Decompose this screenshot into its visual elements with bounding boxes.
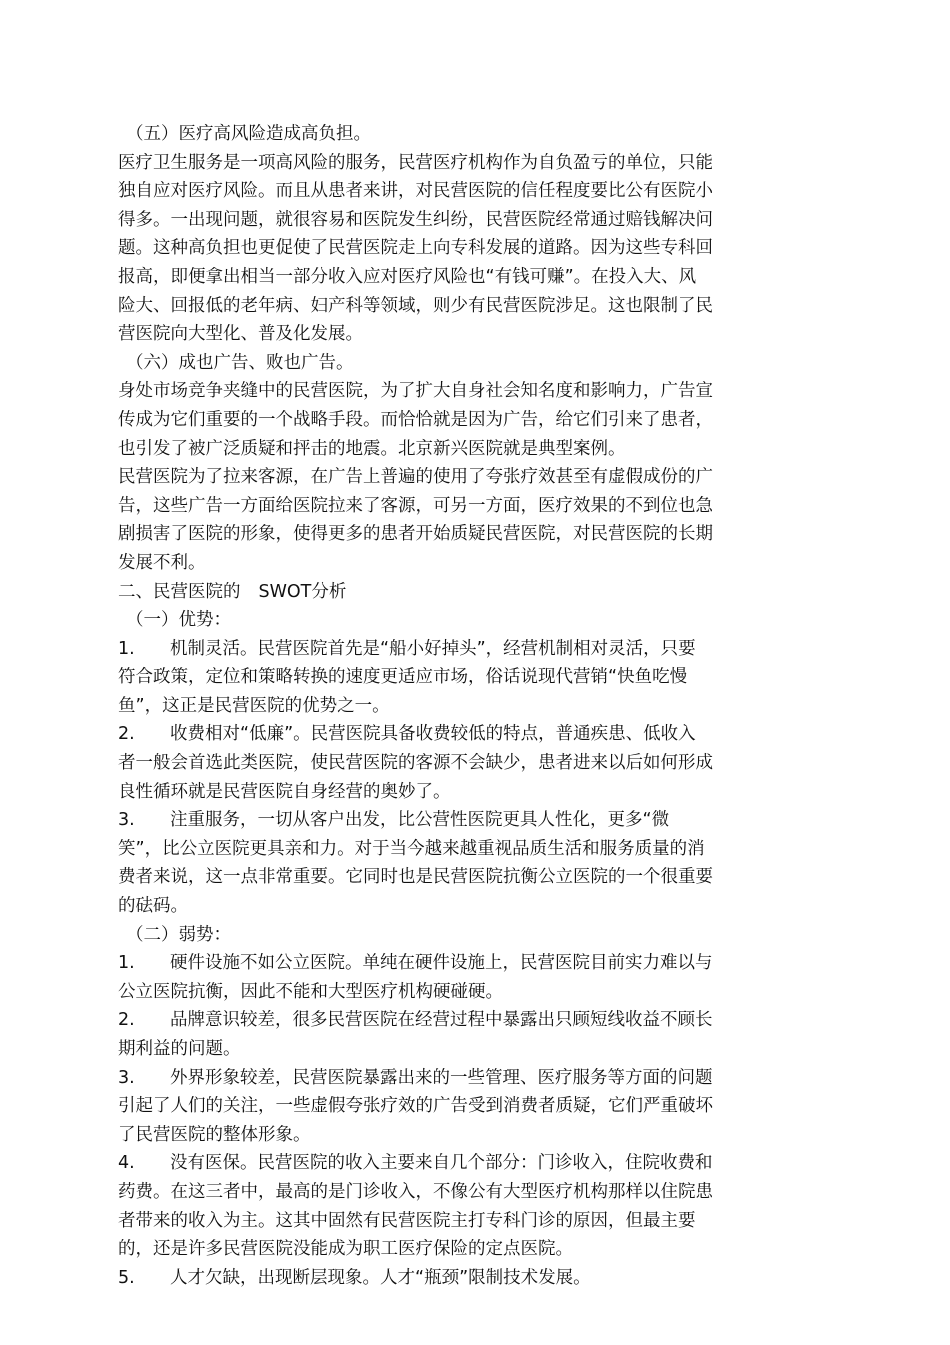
item-text: 人才欠缺，出现断层现象。人才“瓶颈”限制技术发展。 bbox=[170, 1267, 591, 1288]
numbered-item-line: 的，还是许多民营医院没能成为职工医疗保险的定点医院。 bbox=[118, 1239, 573, 1260]
numbered-item bbox=[118, 949, 768, 1006]
item-number: 1. bbox=[118, 953, 135, 974]
paragraph-line: 传成为它们重要的一个战略手段。而恰恰就是因为广告，给它们引来了患者， bbox=[118, 409, 713, 430]
paragraph bbox=[118, 463, 768, 577]
heading-suffix: 分析 bbox=[311, 581, 347, 602]
item-text: 没有医保。民营医院的收入主要来自几个部分：门诊收入，住院收费和 bbox=[170, 1153, 713, 1174]
numbered-item-line bbox=[118, 720, 768, 749]
item-text: 外界形象较差，民营医院暴露出来的一些管理、医疗服务等方面的问题 bbox=[170, 1067, 713, 1088]
paragraph-line: 营医院向大型化、普及化发展。 bbox=[118, 324, 363, 345]
section-subheading: （一）优势： bbox=[126, 610, 231, 631]
numbered-item-line: 费者来说，这一点非常重要。它同时也是民营医院抗衡公立医院的一个很重要 bbox=[118, 867, 713, 888]
numbered-item-line: 公立医院抗衡，因此不能和大型医疗机构硬碰硬。 bbox=[118, 981, 503, 1002]
paragraph bbox=[118, 377, 768, 463]
heading-prefix: 二、民营医院的 bbox=[118, 581, 241, 602]
item-number: 1. bbox=[118, 638, 135, 659]
item-text: 品牌意识较差，很多民营医院在经营过程中暴露出只顾短线收益不顾长 bbox=[170, 1010, 713, 1031]
numbered-item-line bbox=[118, 949, 768, 978]
paragraph-line: 题。这种高负担也更促使了民营医院走上向专科发展的道路。因为这些专科回 bbox=[118, 238, 713, 259]
section-subheading: （五）医疗高风险造成高负担。 bbox=[126, 124, 371, 144]
numbered-item-line bbox=[118, 1064, 768, 1093]
document-body bbox=[118, 120, 768, 1292]
numbered-item-line: 良性循环就是民营医院自身经营的奥妙了。 bbox=[118, 781, 451, 802]
numbered-item-line: 引起了人们的关注，一些虚假夸张疗效的广告受到消费者质疑，它们严重破坏 bbox=[118, 1096, 713, 1117]
item-number: 3. bbox=[118, 810, 135, 831]
section-subheading: （二）弱势： bbox=[126, 924, 231, 945]
numbered-item bbox=[118, 1149, 768, 1263]
paragraph-line: 医疗卫生服务是一项高风险的服务，民营医疗机构作为自负盈亏的单位，只能 bbox=[118, 152, 713, 173]
numbered-item-line: 者带来的收入为主。这其中固然有民营医院主打专科门诊的原因，但最主要 bbox=[118, 1210, 696, 1231]
paragraph-line: 发展不利。 bbox=[118, 552, 206, 573]
item-number: 4. bbox=[118, 1153, 135, 1174]
numbered-item bbox=[118, 1264, 768, 1293]
section-subheading: （六）成也广告、败也广告。 bbox=[126, 352, 354, 373]
paragraph-line: 身处市场竞争夹缝中的民营医院，为了扩大自身社会知名度和影响力，广告宣 bbox=[118, 381, 713, 402]
numbered-item bbox=[118, 1064, 768, 1150]
numbered-item-line: 药费。在这三者中，最高的是门诊收入，不像公有大型医疗机构那样以住院患 bbox=[118, 1181, 713, 1202]
item-text: 机制灵活。民营医院首先是“船小好掉头”，经营机制相对灵活，只要 bbox=[170, 638, 696, 659]
numbered-item bbox=[118, 720, 768, 806]
paragraph bbox=[118, 149, 768, 349]
section-heading bbox=[118, 578, 768, 607]
numbered-item-line bbox=[118, 806, 768, 835]
item-text: 收费相对“低廉”。民营医院具备收费较低的特点，普通疾患、低收入 bbox=[170, 724, 696, 745]
numbered-item bbox=[118, 806, 768, 920]
numbered-item-line bbox=[118, 1006, 768, 1035]
item-number: 5. bbox=[118, 1267, 135, 1288]
paragraph-line: 民营医院为了拉来客源，在广告上普遍的使用了夸张疗效甚至有虚假成份的广 bbox=[118, 467, 713, 488]
numbered-item-line: 鱼”，这正是民营医院的优势之一。 bbox=[118, 695, 390, 716]
item-number: 2. bbox=[118, 724, 135, 745]
paragraph-line: 告，这些广告一方面给医院拉来了客源，可另一方面，医疗效果的不到位也急 bbox=[118, 495, 713, 516]
paragraph-line: 报高，即便拿出相当一部分收入应对医疗风险也“有钱可赚”。在投入大、风 bbox=[118, 266, 697, 287]
numbered-item-line: 笑”，比公立医院更具亲和力。对于当今越来越重视品质生活和服务质量的消 bbox=[118, 838, 705, 859]
paragraph-line: 独自应对医疗风险。而且从患者来讲，对民营医院的信任程度要比公有医院小 bbox=[118, 181, 713, 202]
numbered-item-line bbox=[118, 1264, 768, 1293]
item-text: 硬件设施不如公立医院。单纯在硬件设施上，民营医院目前实力难以与 bbox=[170, 953, 713, 974]
numbered-item-line bbox=[118, 635, 768, 664]
item-number: 3. bbox=[118, 1067, 135, 1088]
item-number: 2. bbox=[118, 1010, 135, 1031]
paragraph-line: 剧损害了医院的形象，使得更多的患者开始质疑民营医院，对民营医院的长期 bbox=[118, 524, 713, 545]
numbered-item bbox=[118, 635, 768, 721]
numbered-item-line: 期利益的问题。 bbox=[118, 1039, 241, 1059]
paragraph-line: 也引发了被广泛质疑和抨击的地震。北京新兴医院就是典型案例。 bbox=[118, 438, 626, 459]
paragraph-line: 得多。一出现问题，就很容易和医院发生纠纷，民营医院经常通过赔钱解决问 bbox=[118, 209, 713, 230]
numbered-item-line: 了民营医院的整体形象。 bbox=[118, 1124, 311, 1145]
numbered-item bbox=[118, 1006, 768, 1063]
numbered-item-line bbox=[118, 1149, 768, 1178]
item-text: 注重服务，一切从客户出发，比公营性医院更具人性化，更多“微 bbox=[170, 810, 670, 831]
heading-swot: SWOT bbox=[258, 581, 312, 602]
numbered-item-line: 的砝码。 bbox=[118, 896, 188, 917]
numbered-item-line: 者一般会首选此类医院，使民营医院的客源不会缺少，患者进来以后如何形成 bbox=[118, 753, 713, 774]
numbered-item-line: 符合政策，定位和策略转换的速度更适应市场，俗话说现代营销“快鱼吃慢 bbox=[118, 667, 688, 688]
paragraph-line: 险大、回报低的老年病、妇产科等领域，则少有民营医院涉足。这也限制了民 bbox=[118, 295, 713, 316]
